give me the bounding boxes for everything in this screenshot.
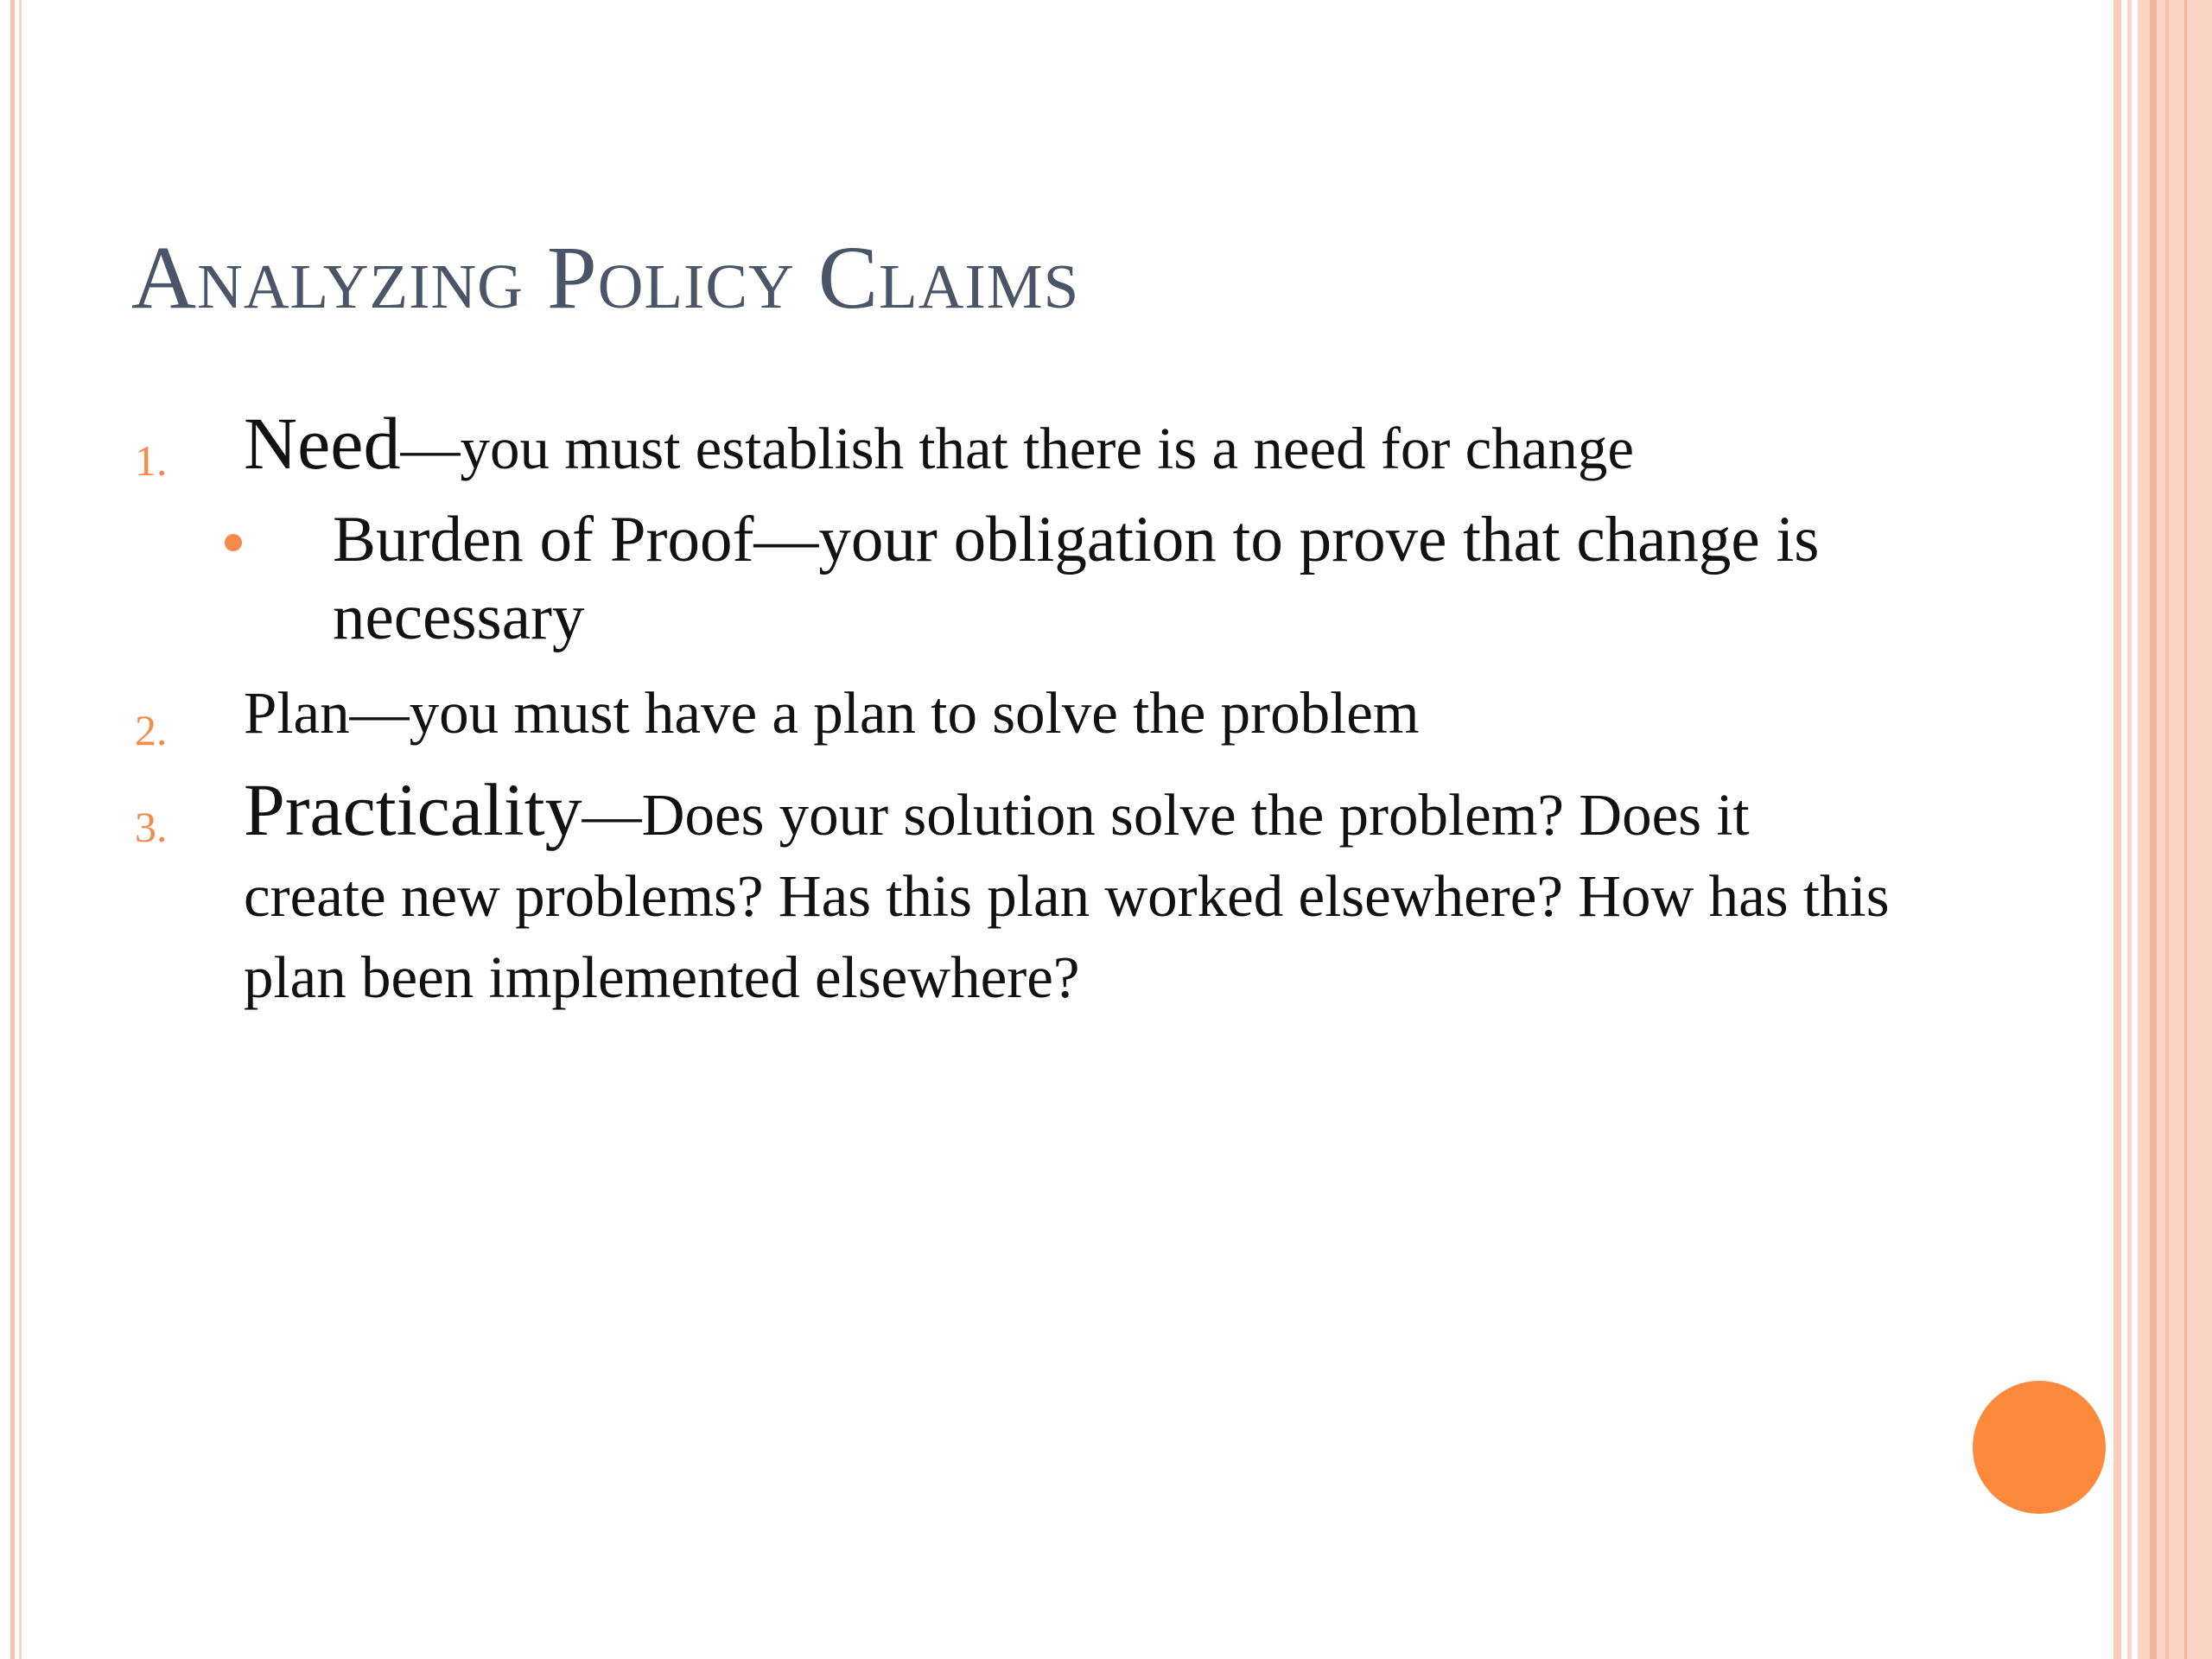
list-number: 1. [135,436,168,485]
right-border-stripe-outer [2184,0,2187,1659]
list-item-rest: —Does your solution solve the problem? Does it create new problems? Has this plan worked elsewhere? How has this plan been implemented elsewhere? [244,782,1890,1010]
slide-body [130,403,1901,1018]
sub-list-item-burden-of-proof [130,501,1901,657]
right-border-stripe-inner [2165,0,2169,1659]
bullet-dot-icon [225,534,242,551]
list-item-lead: Plan [244,680,350,746]
list-item-need [130,403,1901,489]
list-item-lead: Practicality [244,768,582,851]
list-item-rest: —you must have a plan to solve the problem [349,680,1420,746]
left-border-stripe [10,0,15,1659]
list-item-text [244,403,1901,489]
sub-list-item-text: Burden of Proof—your obligation to prove that change is necessary [333,504,1820,653]
list-item-text [244,769,1901,1018]
slide-title: Analyzing Policy Claims [131,228,1080,327]
decorative-orange-circle [1973,1381,2106,1514]
left-border-stripe-thin [19,0,22,1659]
list-number: 3. [135,803,168,851]
right-border-stripe-dark [2150,0,2157,1659]
list-number: 2. [135,706,168,754]
list-item-plan [130,672,1901,753]
list-item-practicality [130,769,1901,1018]
right-border-stripe [2113,0,2121,1659]
list-item-rest: —you must establish that there is a need for change [400,416,1634,481]
list-item-lead: Need [244,402,401,485]
right-border-band [2138,0,2212,1659]
list-item-text [244,672,1901,753]
right-border-stripe-thin [2127,0,2132,1659]
